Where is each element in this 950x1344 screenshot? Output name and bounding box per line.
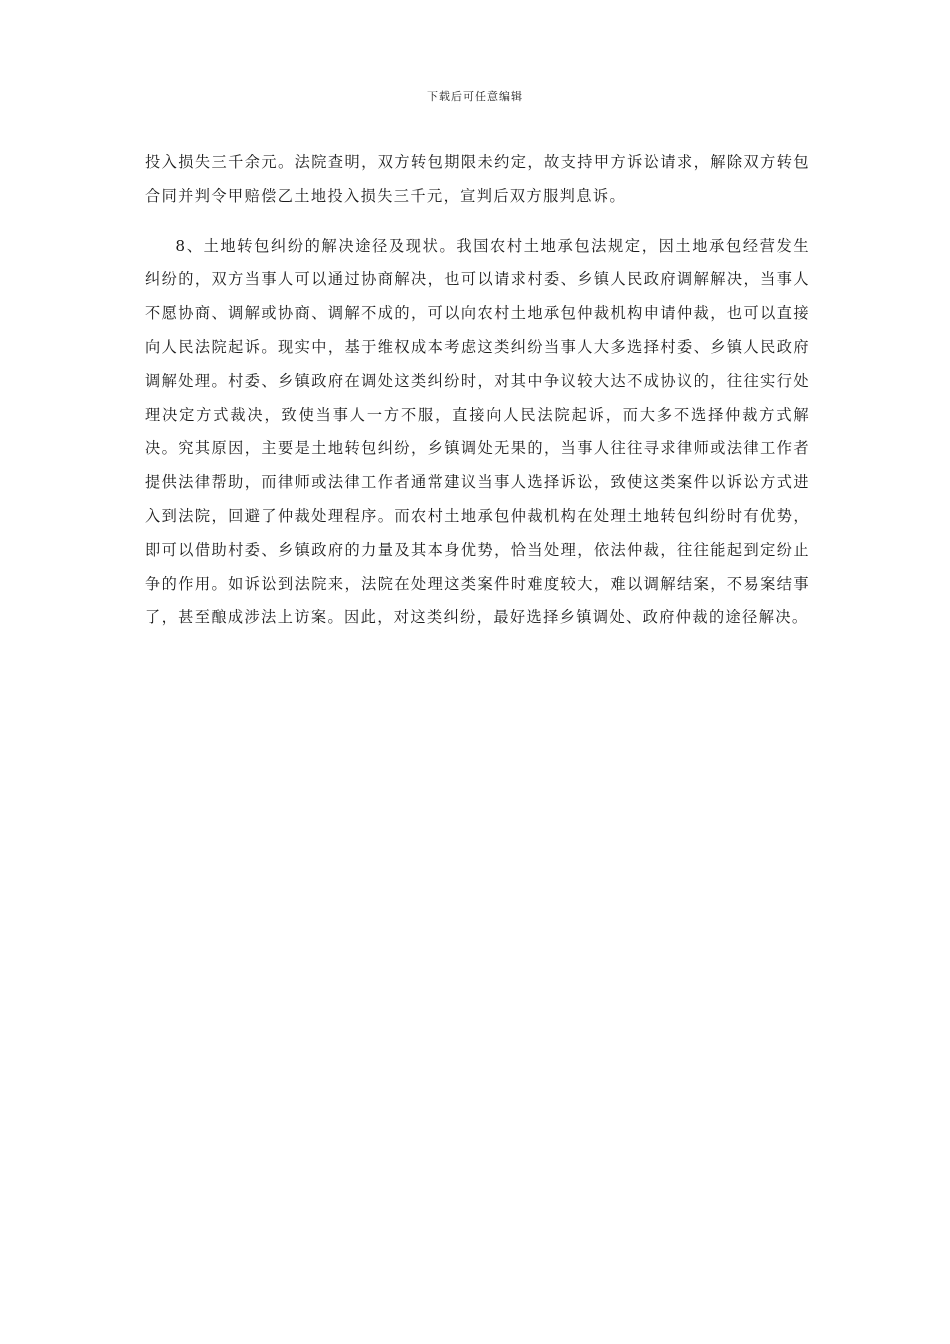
document-body [145,146,810,635]
page-header: 下载后可任意编辑 [427,90,523,103]
paragraph-section-8: 8、土地转包纠纷的解决途径及现状。我国农村土地承包法规定，因土地承包经营发生纠纷的，双方当事人可以通过协商解决，也可以请求村委、乡镇人民政府调解解决，当事人不愿协商、调解或协商、调解不成的，可以向农村土地承包仲裁机构申请仲裁，也可以直接向人民法院起诉。现实中，基于维权成本考虑这类纠纷当事人大多选择村委、乡镇人民政府调解处理。村委、乡镇政府在调处这类纠纷时，对其中争议较大达不成协议的，往往实行处理决定方式裁决，致使当事人一方不服，直接向人民法院起诉，而大多不选择仲裁方式解决。究其原因，主要是土地转包纠纷，乡镇调处无果的，当事人往往寻求律师或法律工作者提供法律帮助，而律师或法律工作者通常建议当事人选择诉讼，致使这类案件以诉讼方式进入到法院，回避了仲裁处理程序。而农村土地承包仲裁机构在处理土地转包纠纷时有优势，即可以借助村委、乡镇政府的力量及其本身优势，恰当处理，依法仲裁，往往能起到定纷止争的作用。如诉讼到法院来，法院在处理这类案件时难度较大，难以调解结案，不易案结事了，甚至酿成涉法上访案。因此，对这类纠纷，最好选择乡镇调处、政府仲裁的途径解决。 [145,236,810,627]
paragraph-continuation: 投入损失三千余元。法院查明，双方转包期限未约定，故支持甲方诉讼请求，解除双方转包合同并判令甲赔偿乙土地投入损失三千元，宣判后双方服判息诉。 [145,153,810,205]
